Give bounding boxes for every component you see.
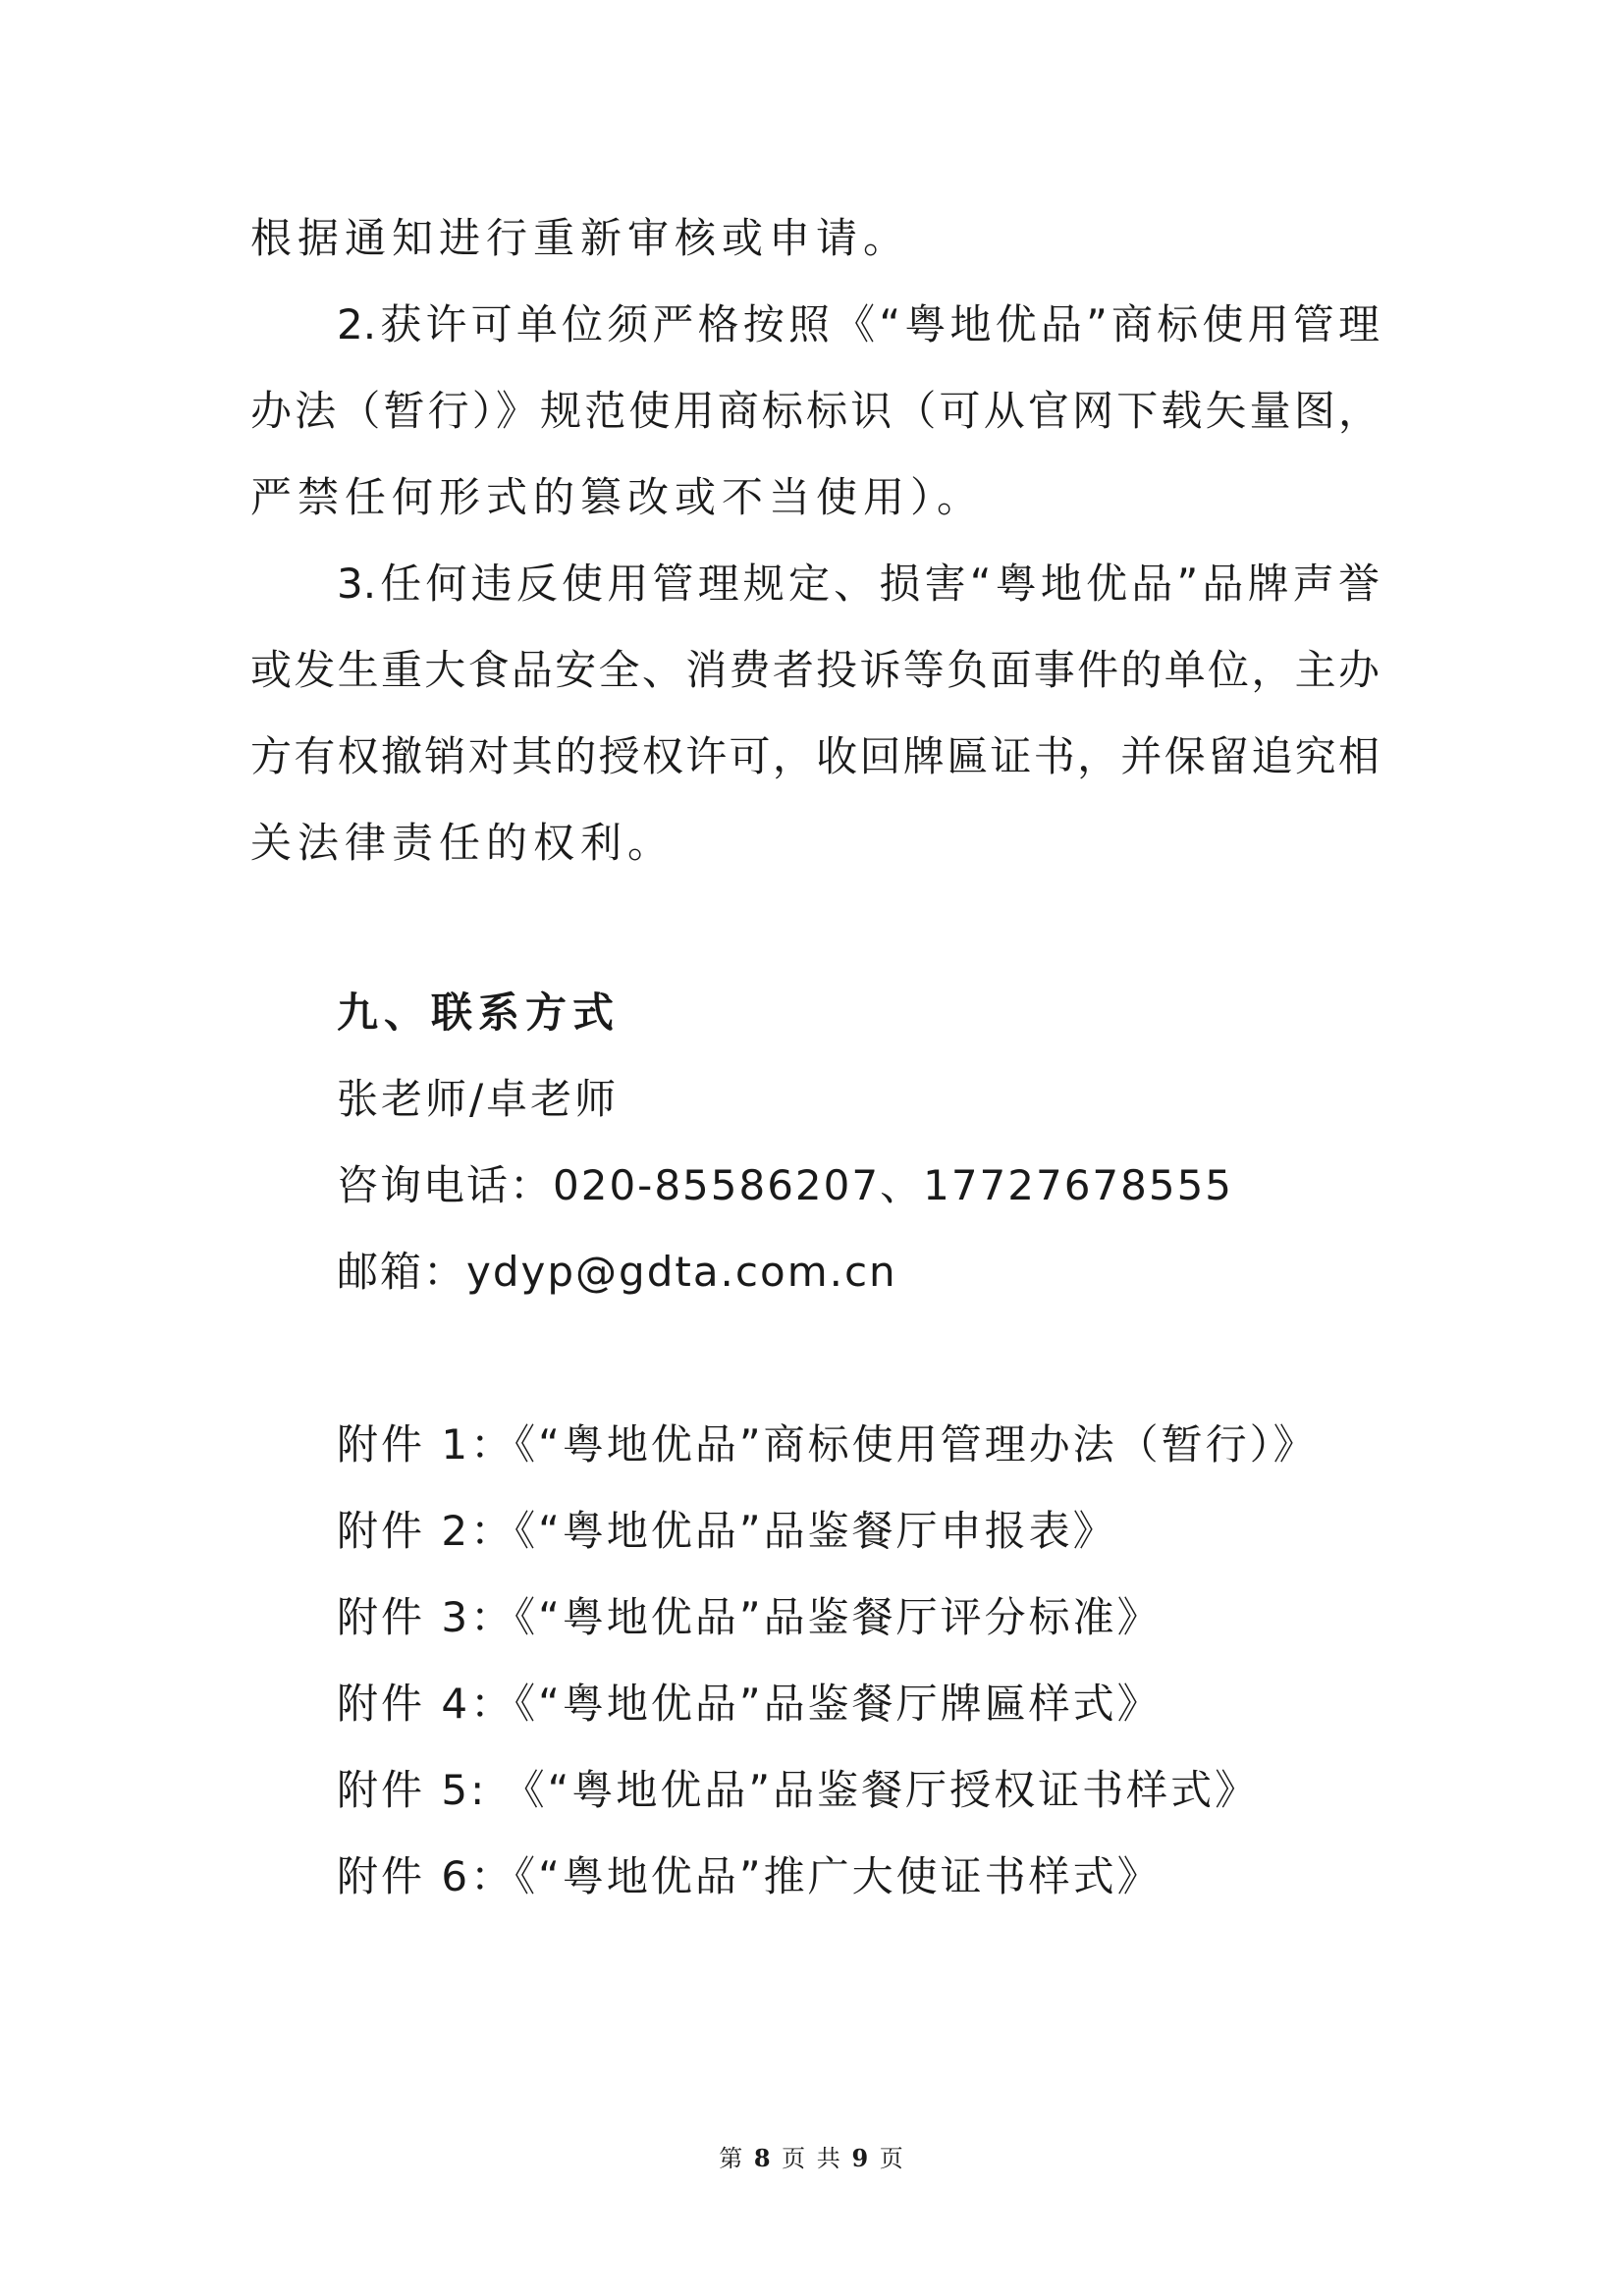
attachment-2: 附件 2：《“粤地优品”品鉴餐厅申报表》 (337, 1507, 1117, 1555)
item-3-line-4: 关法律责任的权利。 (250, 819, 676, 867)
attachment-3: 附件 3：《“粤地优品”品鉴餐厅评分标准》 (337, 1593, 1162, 1641)
section-9-heading: 九、联系方式 (337, 988, 621, 1037)
attachment-5: 附件 5: 《“粤地优品”品鉴餐厅授权证书样式》 (337, 1766, 1260, 1814)
footer-prefix: 第 (719, 2145, 745, 2172)
attachment-4: 附件 4：《“粤地优品”品鉴餐厅牌匾样式》 (337, 1680, 1162, 1728)
contact-phone: 咨询电话：020-85586207、17727678555 (337, 1161, 1234, 1209)
attachment-1: 附件 1：《“粤地优品”商标使用管理办法（暂行）》 (337, 1420, 1318, 1468)
paragraph-continuation: 根据通知进行重新审核或申请。 (250, 214, 911, 262)
footer-suffix: 页 (879, 2145, 905, 2172)
contact-person: 张老师/卓老师 (337, 1075, 620, 1123)
page-footer (0, 2144, 1624, 2173)
attachment-6: 附件 6：《“粤地优品”推广大使证书样式》 (337, 1852, 1162, 1900)
footer-current-page: 8 (753, 2144, 773, 2172)
item-2-line-1: 2.获许可单位须严格按照《“粤地优品”商标使用管理 (337, 300, 1380, 348)
item-2-line-3: 严禁任何形式的篡改或不当使用）。 (250, 473, 985, 521)
item-2-line-2: 办法（暂行）》规范使用商标标识（可从官网下载矢量图， (250, 387, 1380, 435)
footer-middle: 页 共 (782, 2145, 842, 2172)
item-3-line-1: 3.任何违反使用管理规定、损害“粤地优品”品牌声誉 (337, 560, 1380, 608)
contact-email: 邮箱：ydyp@gdta.com.cn (337, 1248, 897, 1296)
item-3-line-3: 方有权撤销对其的授权许可，收回牌匾证书，并保留追究相 (250, 732, 1380, 780)
footer-total-pages: 9 (851, 2144, 871, 2172)
item-3-line-2: 或发生重大食品安全、消费者投诉等负面事件的单位，主办 (250, 646, 1380, 694)
